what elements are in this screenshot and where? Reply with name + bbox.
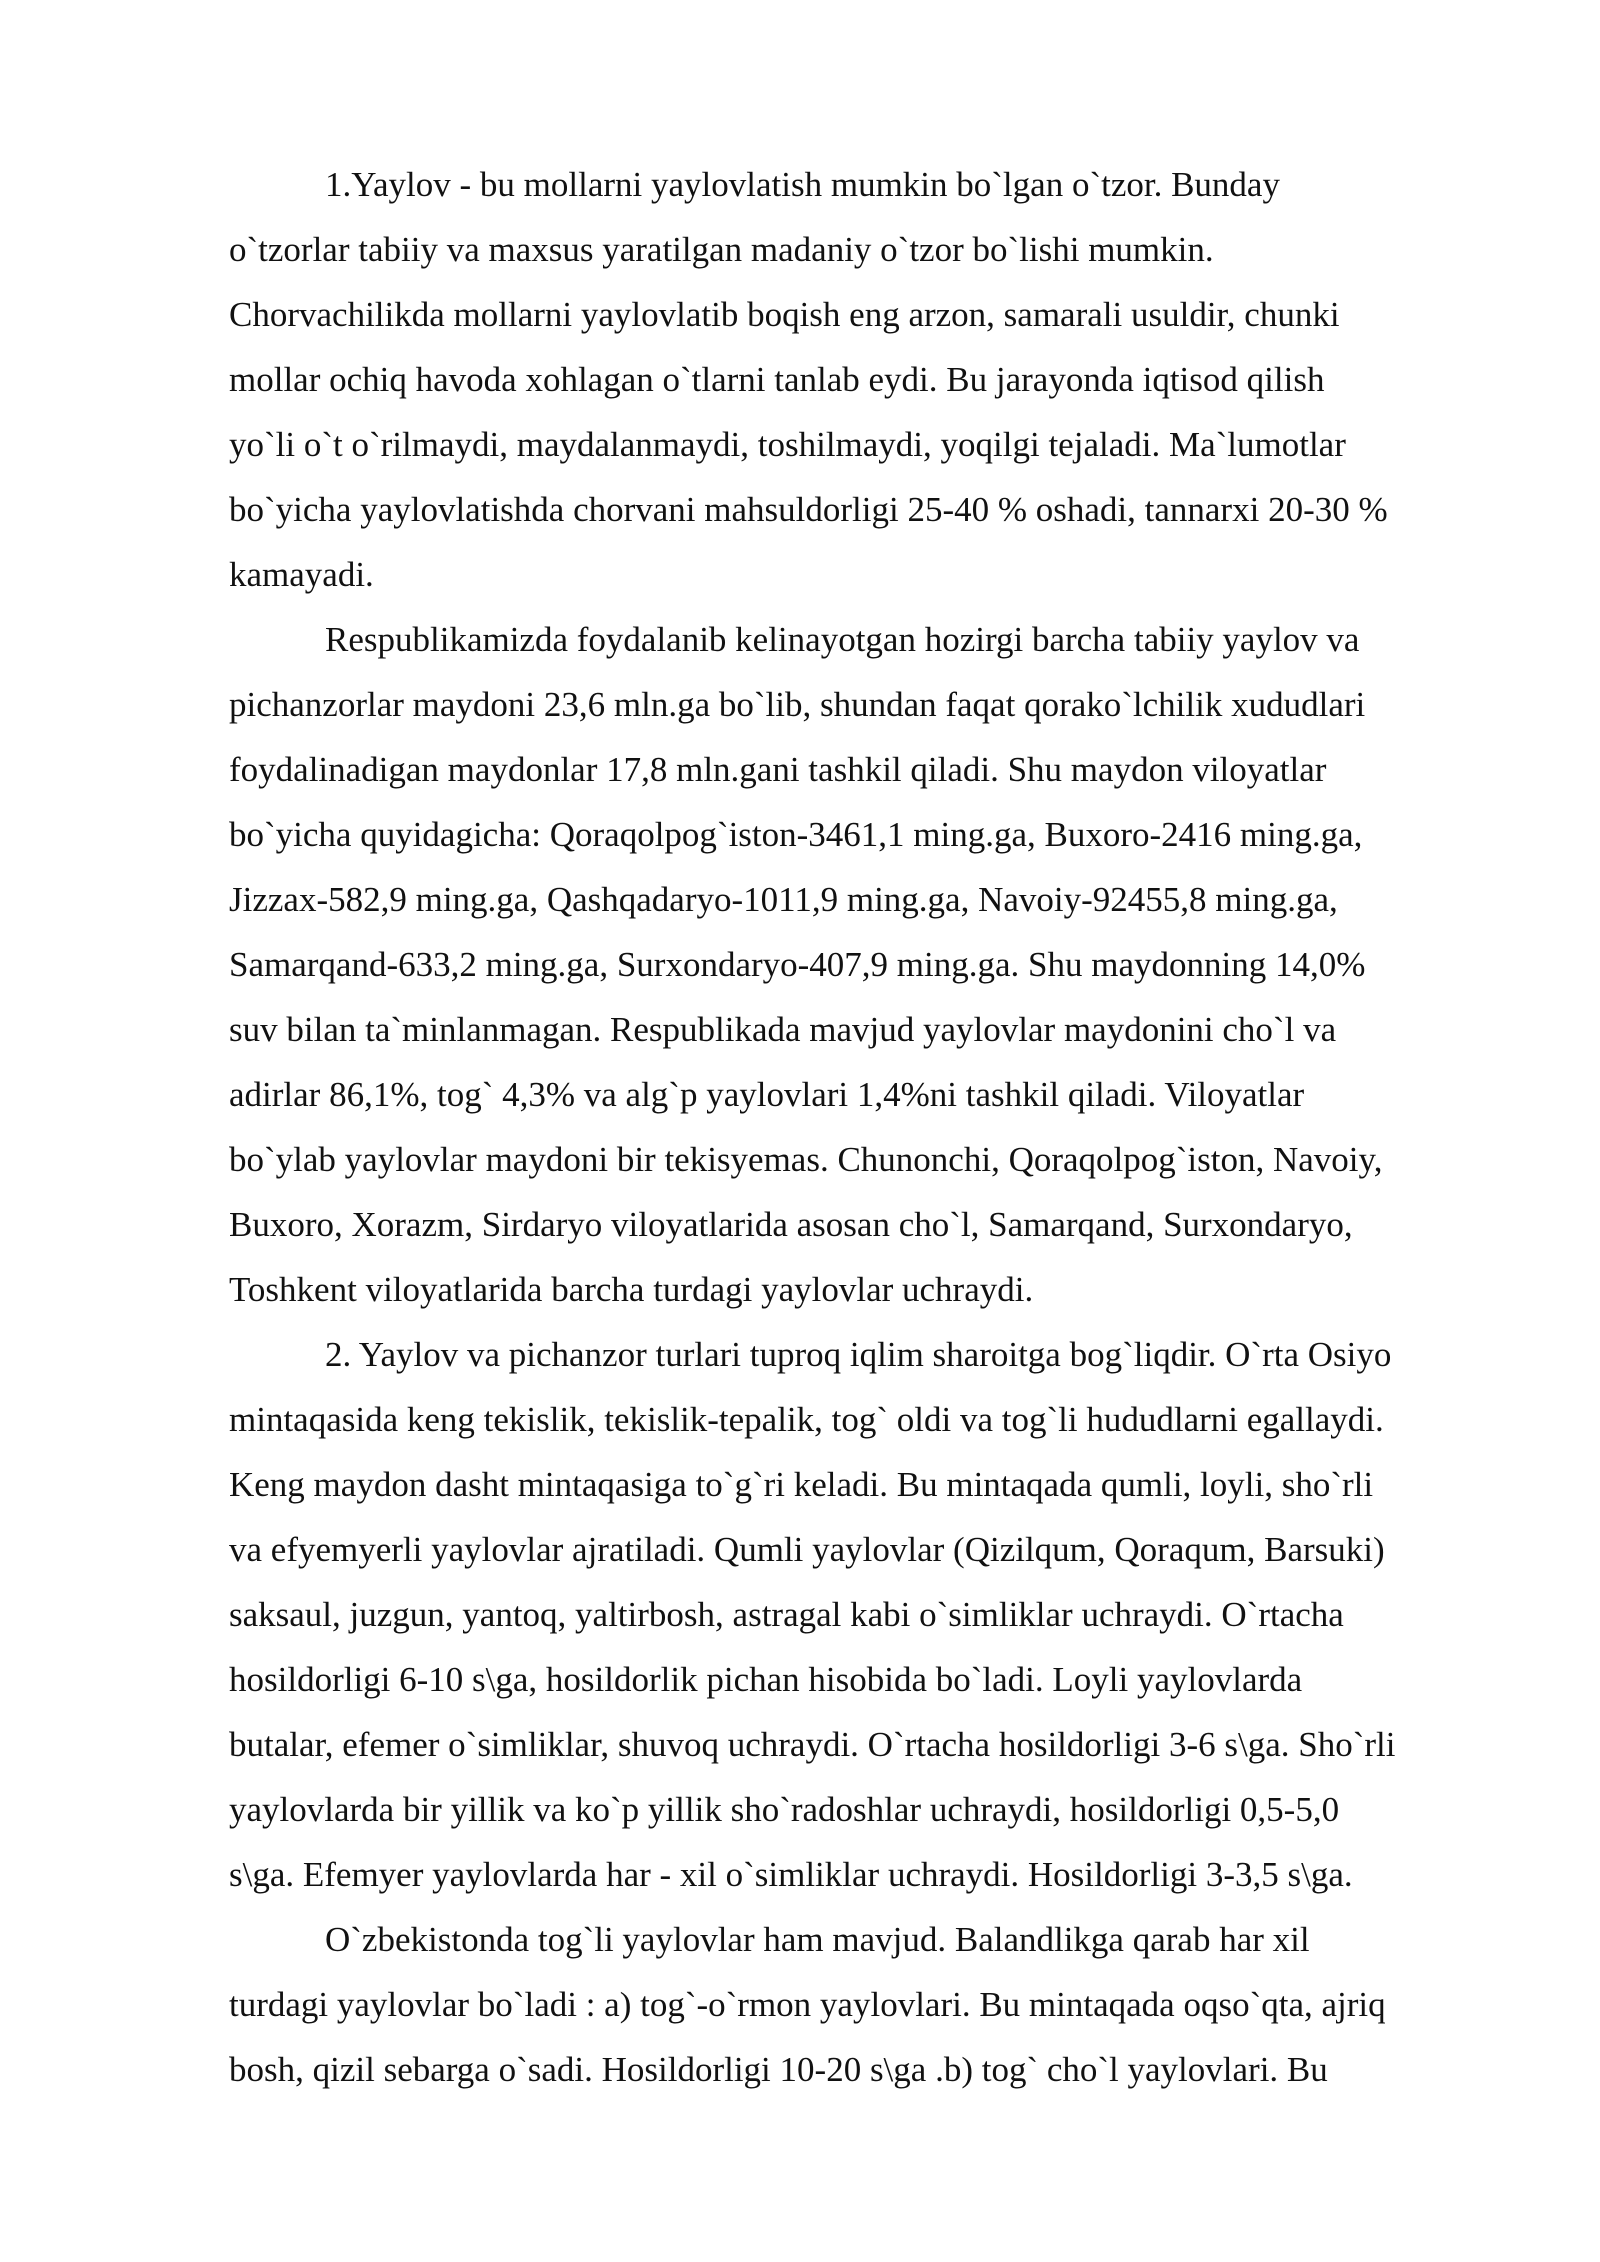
text-line: o`tzorlar tabiiy va maxsus yaratilgan madaniy o`tzor bo`lishi mumkin. (229, 230, 1214, 269)
paragraph-2 (229, 607, 1519, 1322)
text-line: butalar, efemer o`simliklar, shuvoq uchraydi. O`rtacha hosildorligi 3-6 s\ga. Sho`rli (229, 1725, 1396, 1764)
text-line: bo`yicha yaylovlatishda chorvani mahsuldorligi 25-40 % oshadi, tannarxi 20-30 % (229, 490, 1388, 529)
text-line: bo`ylab yaylovlar maydoni bir tekisyemas. Chunonchi, Qoraqolpog`iston, Navoiy, (229, 1140, 1383, 1179)
text-line: yaylovlarda bir yillik va ko`p yillik sho`radoshlar uchraydi, hosildorligi 0,5-5,0 (229, 1790, 1340, 1829)
text-line: hosildorligi 6-10 s\ga, hosildorlik pichan hisobida bo`ladi. Loyli yaylovlarda (229, 1660, 1303, 1699)
text-line: bosh, qizil sebarga o`sadi. Hosildorligi 10-20 s\ga .b) tog` cho`l yaylovlari. Bu (229, 2050, 1328, 2089)
text-line: s\ga. Efemyer yaylovlarda har - xil o`simliklar uchraydi. Hosildorligi 3-3,5 s\ga. (229, 1855, 1353, 1894)
paragraph-1 (229, 152, 1519, 607)
text-line: yo`li o`t o`rilmaydi, maydalanmaydi, toshilmaydi, yoqilgi tejaladi. Ma`lumotlar (229, 425, 1346, 464)
text-line: 2. Yaylov va pichanzor turlari tuproq iqlim sharoitga bog`liqdir. O`rta Osiyo (325, 1335, 1392, 1374)
text-line: 1.Yaylov - bu mollarni yaylovlatish mumkin bo`lgan o`tzor. Bunday (325, 165, 1280, 204)
text-line: va efyemyerli yaylovlar ajratiladi. Qumli yaylovlar (Qizilqum, Qoraqum, Barsuki) (229, 1530, 1385, 1569)
text-line: O`zbekistonda tog`li yaylovlar ham mavjud. Balandlikga qarab har xil (325, 1920, 1310, 1959)
text-line: kamayadi. (229, 555, 374, 594)
text-line: foydalinadigan maydonlar 17,8 mln.gani tashkil qiladi. Shu maydon viloyatlar (229, 750, 1327, 789)
text-line: Toshkent viloyatlarida barcha turdagi yaylovlar uchraydi. (229, 1270, 1034, 1309)
text-line: adirlar 86,1%, tog` 4,3% va alg`p yaylovlari 1,4%ni tashkil qiladi. Viloyatlar (229, 1075, 1305, 1114)
text-line: Keng maydon dasht mintaqasiga to`g`ri keladi. Bu mintaqada qumli, loyli, sho`rli (229, 1465, 1374, 1504)
paragraph-4 (229, 1907, 1519, 2102)
text-line: Respublikamizda foydalanib kelinayotgan hozirgi barcha tabiiy yaylov va (325, 620, 1360, 659)
text-line: pichanzorlar maydoni 23,6 mln.ga bo`lib, shundan faqat qorako`lchilik xududlari (229, 685, 1366, 724)
text-line: Jizzax-582,9 ming.ga, Qashqadaryo-1011,9 ming.ga, Navoiy-92455,8 ming.ga, (229, 880, 1338, 919)
text-line: Buxoro, Xorazm, Sirdaryo viloyatlarida asosan cho`l, Samarqand, Surxondaryo, (229, 1205, 1353, 1244)
text-line: bo`yicha quyidagicha: Qoraqolpog`iston-3461,1 ming.ga, Buxoro-2416 ming.ga, (229, 815, 1363, 854)
text-line: mollar ochiq havoda xohlagan o`tlarni tanlab eydi. Bu jarayonda iqtisod qilish (229, 360, 1325, 399)
text-line: turdagi yaylovlar bo`ladi : a) tog`-o`rmon yaylovlari. Bu mintaqada oqso`qta, ajriq (229, 1985, 1386, 2024)
text-line: Samarqand-633,2 ming.ga, Surxondaryo-407,9 ming.ga. Shu maydonning 14,0% (229, 945, 1366, 984)
text-line: mintaqasida keng tekislik, tekislik-tepalik, tog` oldi va tog`li hududlarni egallaydi. (229, 1400, 1384, 1439)
text-line: saksaul, juzgun, yantoq, yaltirbosh, astragal kabi o`simliklar uchraydi. O`rtacha (229, 1595, 1344, 1634)
text-line: suv bilan ta`minlanmagan. Respublikada mavjud yaylovlar maydonini cho`l va (229, 1010, 1337, 1049)
paragraph-3 (229, 1322, 1519, 1907)
text-line: Chorvachilikda mollarni yaylovlatib boqish eng arzon, samarali usuldir, chunki (229, 295, 1340, 334)
document-body (229, 152, 1519, 2102)
